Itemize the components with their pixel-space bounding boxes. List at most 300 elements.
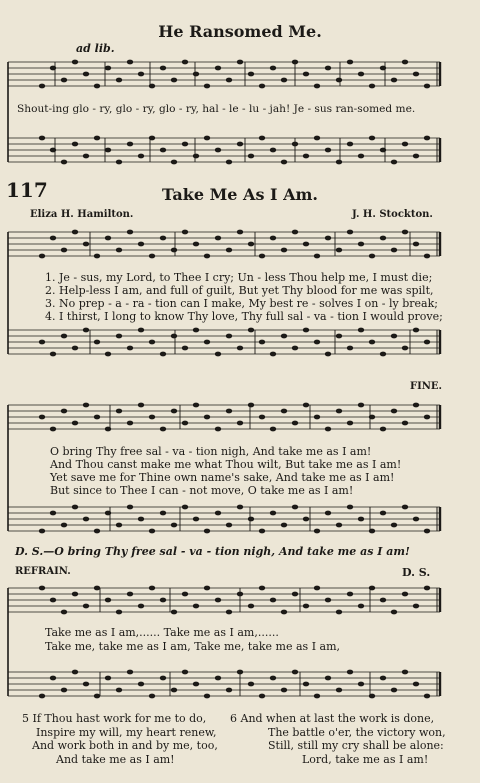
note-head <box>358 682 364 687</box>
note-head <box>270 236 276 241</box>
note-head <box>336 334 342 339</box>
note-head <box>281 78 287 83</box>
note-head <box>171 248 177 253</box>
note-head <box>61 334 67 339</box>
note-head <box>61 523 67 528</box>
note-head <box>50 236 56 241</box>
note-head <box>50 511 56 516</box>
note-head <box>292 421 298 426</box>
note-head <box>61 409 67 414</box>
note-head <box>94 254 100 259</box>
fine-label: FINE. <box>410 381 443 392</box>
note-head <box>270 148 276 153</box>
note-head <box>292 60 298 65</box>
note-head <box>94 694 100 699</box>
note-head <box>248 604 254 609</box>
note-head <box>270 66 276 71</box>
stanza-line: 5 If Thou hast work for me to do, <box>22 712 207 725</box>
note-head <box>270 676 276 681</box>
note-head <box>424 136 430 141</box>
note-head <box>226 334 232 339</box>
note-head <box>226 248 232 253</box>
note-head <box>325 427 331 432</box>
note-head <box>325 148 331 153</box>
author-credit: Eliza H. Hamilton. <box>30 209 134 220</box>
stanza-line: 6 And when at last the work is done, <box>230 712 435 725</box>
note-head <box>303 403 309 408</box>
refrain-verse-line: O bring Thy free sal - va - tion nigh, And take me as I am! <box>50 445 372 458</box>
note-head <box>347 346 353 351</box>
note-head <box>215 598 221 603</box>
note-head <box>215 148 221 153</box>
note-head <box>237 670 243 675</box>
note-head <box>127 346 133 351</box>
note-head <box>424 415 430 420</box>
note-head <box>259 694 265 699</box>
note-head <box>105 352 111 357</box>
note-head <box>314 529 320 534</box>
note-head <box>248 72 254 77</box>
verse-line: 1. Je - sus, my Lord, to Thee I cry; Un - less Thou help me, I must die; <box>45 271 433 284</box>
note-head <box>248 403 254 408</box>
note-head <box>149 415 155 420</box>
note-head <box>72 505 78 510</box>
note-head <box>171 610 177 615</box>
note-head <box>380 511 386 516</box>
note-head <box>149 84 155 89</box>
note-head <box>149 694 155 699</box>
note-head <box>50 352 56 357</box>
note-head <box>380 676 386 681</box>
note-head <box>237 592 243 597</box>
note-head <box>303 328 309 333</box>
note-head <box>138 72 144 77</box>
note-head <box>127 670 133 675</box>
note-head <box>424 586 430 591</box>
note-head <box>39 84 45 89</box>
note-head <box>171 688 177 693</box>
note-head <box>270 352 276 357</box>
note-head <box>303 242 309 247</box>
note-head <box>369 340 375 345</box>
note-head <box>358 403 364 408</box>
note-head <box>171 523 177 528</box>
note-head <box>413 328 419 333</box>
note-head <box>149 529 155 534</box>
ds-line: D. S.—O bring Thy free sal - va - tion nigh, And take me as I am! <box>15 545 410 558</box>
note-head <box>72 142 78 147</box>
note-head <box>83 72 89 77</box>
stanza-line: And work both in and by me, too, <box>32 739 218 752</box>
note-head <box>237 346 243 351</box>
note-head <box>424 84 430 89</box>
verse-line: 4. I thirst, I long to know Thy love, Thy full sal - va - tion I would prove; <box>45 310 443 323</box>
note-head <box>259 586 265 591</box>
note-head <box>402 230 408 235</box>
note-head <box>292 230 298 235</box>
note-head <box>72 670 78 675</box>
note-head <box>171 160 177 165</box>
note-head <box>94 340 100 345</box>
note-head <box>369 529 375 534</box>
refrain-verse-line: But since to Thee I can - not move, O take me as I am! <box>50 484 354 497</box>
note-head <box>138 328 144 333</box>
note-head <box>61 248 67 253</box>
note-head <box>138 517 144 522</box>
note-head <box>347 505 353 510</box>
note-head <box>402 346 408 351</box>
note-head <box>138 154 144 159</box>
note-head <box>248 242 254 247</box>
note-head <box>391 523 397 528</box>
note-head <box>303 517 309 522</box>
note-head <box>303 682 309 687</box>
note-head <box>292 592 298 597</box>
note-head <box>314 415 320 420</box>
refrain-line: Take me as I am,...... Take me as I am,...... <box>45 626 279 639</box>
note-head <box>391 334 397 339</box>
note-head <box>83 682 89 687</box>
note-head <box>314 694 320 699</box>
note-head <box>259 529 265 534</box>
note-head <box>182 505 188 510</box>
note-head <box>182 60 188 65</box>
note-head <box>237 421 243 426</box>
note-head <box>424 694 430 699</box>
note-head <box>127 592 133 597</box>
note-head <box>424 254 430 259</box>
note-head <box>281 248 287 253</box>
refrain-verse-line: Yet save me for Thine own name's sake, And take me as I am! <box>50 471 395 484</box>
note-head <box>50 676 56 681</box>
hymn1-lyric: Shout-ing glo - ry, glo - ry, glo - ry, hal - le - lu - jah! Je - sus ran-somed me. <box>17 103 416 115</box>
note-head <box>369 694 375 699</box>
hymn1-title: He Ransomed Me. <box>158 22 322 41</box>
note-head <box>39 415 45 420</box>
note-head <box>50 427 56 432</box>
note-head <box>226 78 232 83</box>
note-head <box>61 160 67 165</box>
note-head <box>292 505 298 510</box>
note-head <box>171 409 177 414</box>
note-head <box>281 409 287 414</box>
note-head <box>83 154 89 159</box>
note-head <box>61 688 67 693</box>
note-head <box>39 529 45 534</box>
note-head <box>61 610 67 615</box>
note-head <box>369 586 375 591</box>
note-head <box>105 598 111 603</box>
note-head <box>281 523 287 528</box>
note-head <box>270 511 276 516</box>
note-head <box>336 248 342 253</box>
note-head <box>380 427 386 432</box>
note-head <box>336 523 342 528</box>
hymn-number: 117 <box>6 178 48 202</box>
note-head <box>237 230 243 235</box>
tempo-mark: ad lib. <box>76 42 115 55</box>
note-head <box>204 136 210 141</box>
note-head <box>226 688 232 693</box>
note-head <box>138 604 144 609</box>
note-head <box>215 352 221 357</box>
note-head <box>336 78 342 83</box>
note-head <box>248 154 254 159</box>
note-head <box>160 598 166 603</box>
note-head <box>116 610 122 615</box>
note-head <box>193 604 199 609</box>
note-head <box>149 136 155 141</box>
note-head <box>358 242 364 247</box>
note-head <box>215 236 221 241</box>
stanza-line: The battle o'er, the victory won, <box>268 725 446 739</box>
note-head <box>94 84 100 89</box>
note-head <box>413 682 419 687</box>
refrain-line: Take me, take me as I am, Take me, take me as I am, <box>45 640 341 653</box>
stanza-5 <box>22 712 218 766</box>
note-head <box>105 676 111 681</box>
note-head <box>226 610 232 615</box>
note-head <box>72 60 78 65</box>
note-head <box>61 78 67 83</box>
note-head <box>204 84 210 89</box>
note-head <box>292 142 298 147</box>
note-head <box>325 676 331 681</box>
note-head <box>347 60 353 65</box>
note-head <box>413 403 419 408</box>
note-head <box>72 421 78 426</box>
note-head <box>402 142 408 147</box>
note-head <box>402 670 408 675</box>
composer-credit: J. H. Stockton. <box>352 209 433 220</box>
note-head <box>105 66 111 71</box>
note-head <box>182 230 188 235</box>
note-head <box>160 427 166 432</box>
note-head <box>127 421 133 426</box>
verse-line: 3. No prep - a - ra - tion can I make, My best re - solves I on - ly break; <box>45 297 438 310</box>
note-head <box>358 154 364 159</box>
note-head <box>314 84 320 89</box>
note-head <box>281 688 287 693</box>
note-head <box>314 586 320 591</box>
note-head <box>127 505 133 510</box>
note-head <box>270 427 276 432</box>
stanza-line: Still, still my cry shall be alone: <box>268 739 444 752</box>
note-head <box>94 136 100 141</box>
note-head <box>391 610 397 615</box>
note-head <box>281 160 287 165</box>
note-head <box>149 586 155 591</box>
note-head <box>237 505 243 510</box>
note-head <box>391 78 397 83</box>
note-head <box>116 688 122 693</box>
note-head <box>138 242 144 247</box>
stanza-6 <box>230 712 446 766</box>
note-head <box>83 328 89 333</box>
note-head <box>248 682 254 687</box>
note-head <box>182 421 188 426</box>
note-head <box>413 517 419 522</box>
note-head <box>336 688 342 693</box>
note-head <box>413 242 419 247</box>
note-head <box>105 236 111 241</box>
note-head <box>193 242 199 247</box>
note-head <box>336 409 342 414</box>
note-head <box>160 511 166 516</box>
note-head <box>204 586 210 591</box>
note-head <box>160 676 166 681</box>
note-head <box>424 340 430 345</box>
note-head <box>380 236 386 241</box>
note-head <box>259 415 265 420</box>
note-head <box>314 340 320 345</box>
note-head <box>259 340 265 345</box>
note-head <box>138 403 144 408</box>
note-head <box>347 142 353 147</box>
note-head <box>160 148 166 153</box>
note-head <box>369 84 375 89</box>
note-head <box>413 72 419 77</box>
note-head <box>402 421 408 426</box>
stanza-line: And take me as I am! <box>56 752 175 766</box>
note-head <box>127 142 133 147</box>
note-head <box>182 346 188 351</box>
note-head <box>39 586 45 591</box>
note-head <box>39 136 45 141</box>
note-head <box>424 529 430 534</box>
note-head <box>391 248 397 253</box>
stanza-line: Lord, take me as I am! <box>302 752 429 766</box>
note-head <box>149 254 155 259</box>
note-head <box>171 334 177 339</box>
note-head <box>369 415 375 420</box>
note-head <box>281 334 287 339</box>
note-head <box>94 586 100 591</box>
note-head <box>116 78 122 83</box>
note-head <box>94 415 100 420</box>
note-head <box>358 72 364 77</box>
note-head <box>204 694 210 699</box>
note-head <box>303 604 309 609</box>
note-head <box>72 346 78 351</box>
note-head <box>204 254 210 259</box>
note-head <box>204 415 210 420</box>
note-head <box>50 148 56 153</box>
note-head <box>325 511 331 516</box>
note-head <box>292 346 298 351</box>
note-head <box>303 154 309 159</box>
note-head <box>358 328 364 333</box>
note-head <box>391 160 397 165</box>
note-head <box>160 66 166 71</box>
note-head <box>72 230 78 235</box>
note-head <box>182 592 188 597</box>
note-head <box>369 136 375 141</box>
note-head <box>127 230 133 235</box>
note-head <box>215 676 221 681</box>
note-head <box>160 352 166 357</box>
note-head <box>50 598 56 603</box>
note-head <box>391 688 397 693</box>
note-head <box>259 84 265 89</box>
note-head <box>325 66 331 71</box>
note-head <box>193 72 199 77</box>
note-head <box>226 409 232 414</box>
note-head <box>270 598 276 603</box>
note-head <box>116 409 122 414</box>
note-head <box>182 670 188 675</box>
note-head <box>226 160 232 165</box>
stanza-line: Inspire my will, my heart renew, <box>36 725 217 739</box>
note-head <box>116 523 122 528</box>
note-head <box>380 148 386 153</box>
note-head <box>171 78 177 83</box>
note-head <box>50 66 56 71</box>
verse-line: 2. Help-less I am, and full of guilt, But yet Thy blood for me was spilt, <box>45 284 434 297</box>
note-head <box>226 523 232 528</box>
note-head <box>193 328 199 333</box>
note-head <box>105 148 111 153</box>
note-head <box>160 236 166 241</box>
note-head <box>138 682 144 687</box>
note-head <box>39 340 45 345</box>
ds-label: D. S. <box>402 566 431 579</box>
note-head <box>116 160 122 165</box>
note-head <box>292 670 298 675</box>
note-head <box>149 340 155 345</box>
note-head <box>314 136 320 141</box>
note-head <box>215 427 221 432</box>
note-head <box>347 592 353 597</box>
note-head <box>259 254 265 259</box>
note-head <box>39 254 45 259</box>
note-head <box>380 352 386 357</box>
note-head <box>116 334 122 339</box>
note-head <box>105 511 111 516</box>
note-head <box>402 60 408 65</box>
note-head <box>413 154 419 159</box>
note-head <box>314 254 320 259</box>
note-head <box>215 66 221 71</box>
note-head <box>127 60 133 65</box>
note-head <box>116 248 122 253</box>
note-head <box>193 517 199 522</box>
note-head <box>83 403 89 408</box>
note-head <box>72 592 78 597</box>
note-head <box>204 340 210 345</box>
note-head <box>193 403 199 408</box>
note-head <box>325 352 331 357</box>
hymn2-title: Take Me As I Am. <box>162 185 318 204</box>
note-head <box>193 154 199 159</box>
refrain-verse-line: And Thou canst make me what Thou wilt, But take me as I am! <box>50 458 402 471</box>
note-head <box>83 604 89 609</box>
note-head <box>380 66 386 71</box>
note-head <box>380 598 386 603</box>
note-head <box>336 160 342 165</box>
note-head <box>347 421 353 426</box>
note-head <box>347 670 353 675</box>
note-head <box>248 328 254 333</box>
note-head <box>325 236 331 241</box>
note-head <box>83 242 89 247</box>
note-head <box>347 230 353 235</box>
note-head <box>248 517 254 522</box>
note-head <box>369 254 375 259</box>
note-head <box>94 529 100 534</box>
note-head <box>237 60 243 65</box>
note-head <box>325 598 331 603</box>
